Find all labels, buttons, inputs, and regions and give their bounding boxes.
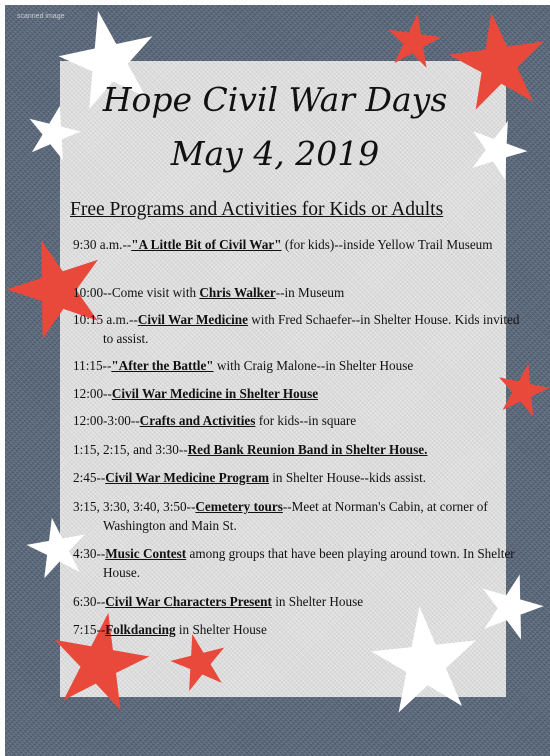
- flyer-title: Hope Civil War Days: [102, 80, 448, 119]
- program-item: 12:00--Civil War Medicine in Shelter House: [73, 386, 319, 401]
- program-item: 4:30--Music Contest among groups that have been playing around town. In Shelter House.: [73, 546, 515, 580]
- white-star-icon: [365, 599, 486, 720]
- scan-corner-mark: scanned image: [17, 13, 65, 20]
- program-item: 7:15--Folkdancing in Shelter House: [73, 622, 267, 637]
- program-item: 6:30--Civil War Characters Present in Shelter House: [73, 594, 364, 609]
- program-item: 12:00-3:00--Crafts and Activities for kids--in square: [73, 413, 357, 428]
- event-date: May 4, 2019: [170, 134, 380, 173]
- program-item: 9:30 a.m.--"A Little Bit of Civil War" (for kids)--inside Yellow Trail Museum: [73, 237, 493, 252]
- program-item: 3:15, 3:30, 3:40, 3:50--Cemetery tours--Meet at Norman's Cabin, at corner of Washington and Main St.: [73, 499, 488, 533]
- red-star-icon: [382, 8, 445, 71]
- program-item: 2:45--Civil War Medicine Program in Shelter House--kids assist.: [73, 470, 427, 485]
- program-item: 1:15, 2:15, and 3:30--Red Bank Reunion Band in Shelter House.: [73, 442, 428, 457]
- program-item: 11:15--"After the Battle" with Craig Malone--in Shelter House: [73, 358, 414, 373]
- programs-heading: Free Programs and Activities for Kids or Adults: [70, 199, 444, 220]
- program-item: 10:00--Come visit with Chris Walker--in Museum: [73, 285, 345, 300]
- program-item: 10:15 a.m.--Civil War Medicine with Fred Schaefer--in Shelter House. Kids invited to assist.: [73, 312, 520, 346]
